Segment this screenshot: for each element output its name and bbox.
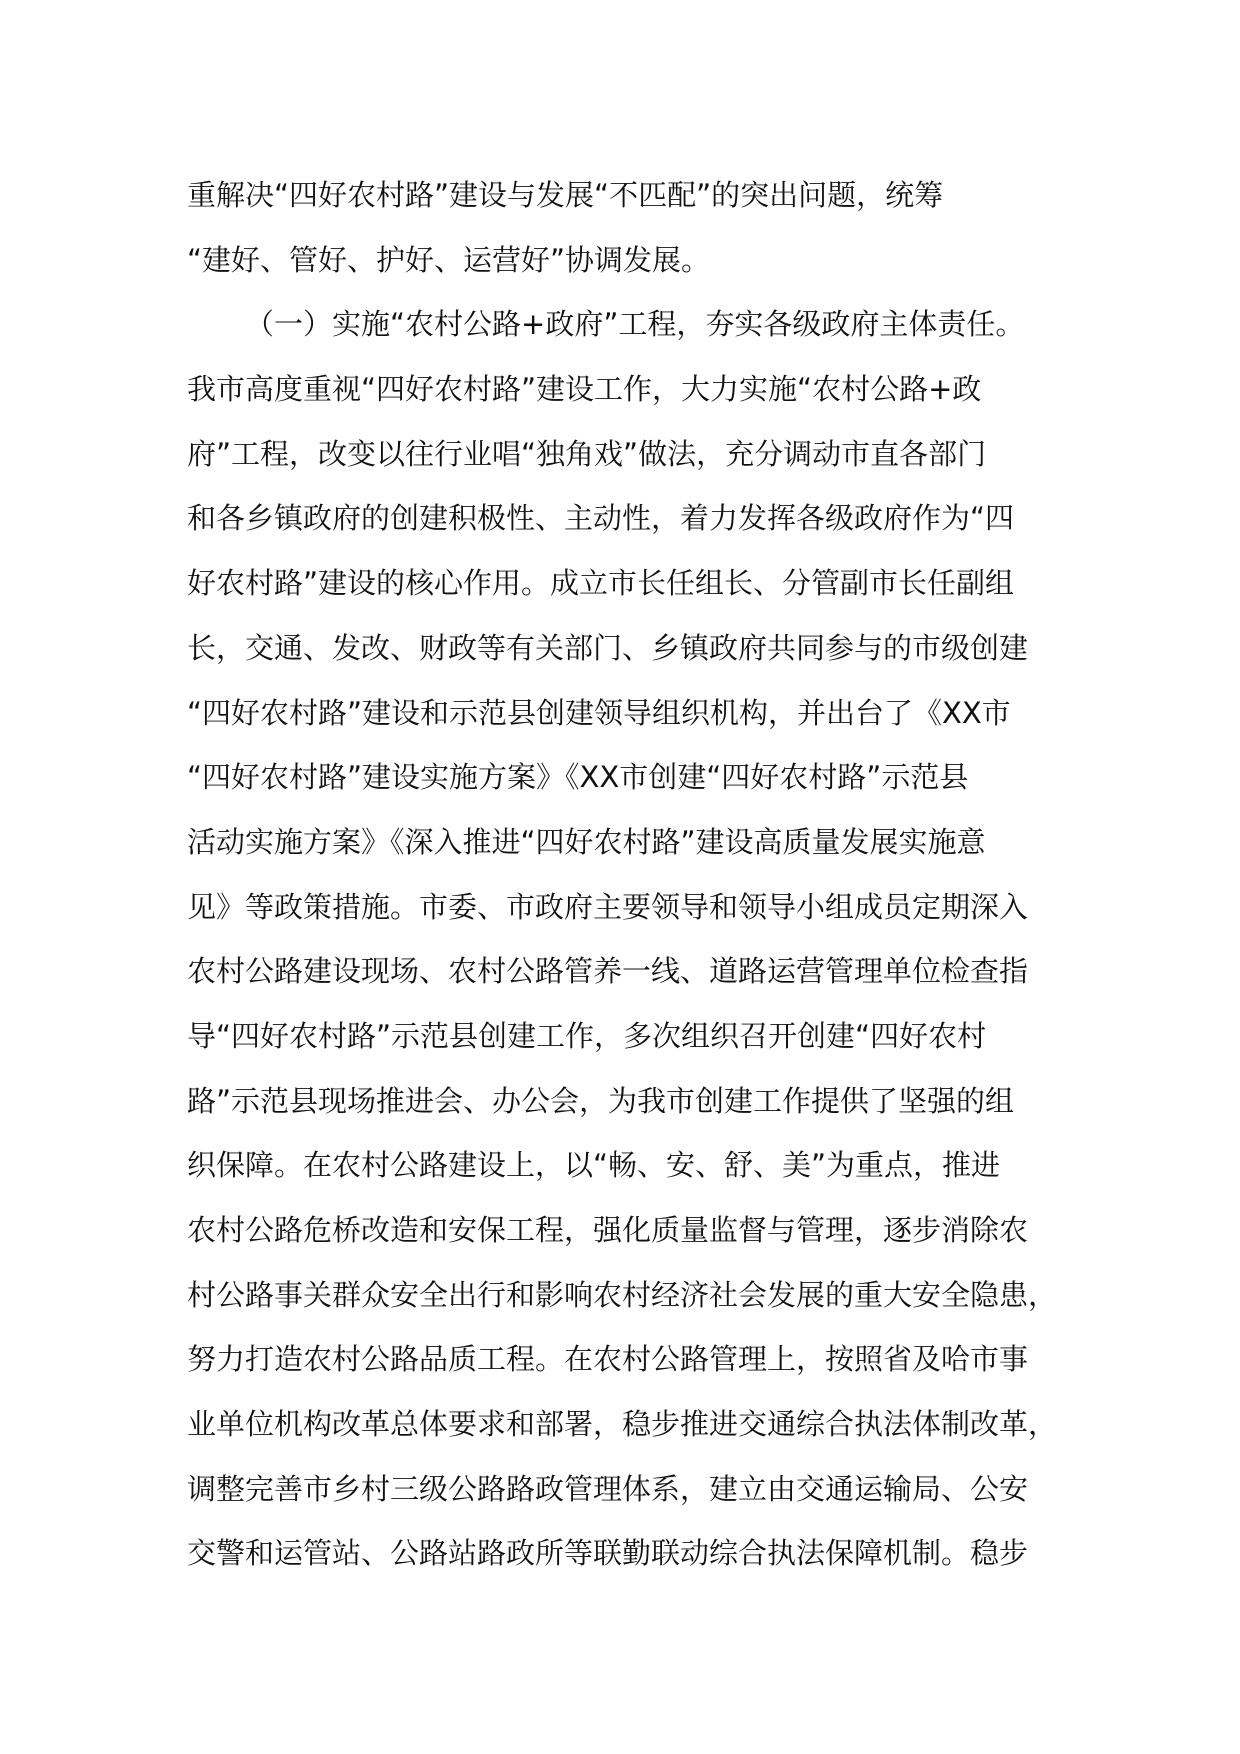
text-line: 府”工程，改变以往行业唱“独角戏”做法，充分调动市直各部门 xyxy=(187,436,987,471)
text-line: 我市高度重视“四好农村路”建设工作，大力实施“农村公路+政 xyxy=(187,372,982,407)
text-line: 见》等政策措施。市委、市政府主要领导和领导小组成员定期深入 xyxy=(187,889,1029,924)
text-line: “建好、管好、护好、运营好”协调发展。 xyxy=(187,242,711,277)
text-line: 交警和运管站、公路站路政所等联勤联动综合执法保障机制。稳步 xyxy=(187,1536,1029,1571)
text-line: 路”示范县现场推进会、办公会，为我市创建工作提供了坚强的组 xyxy=(187,1083,1015,1118)
text-line: 农村公路建设现场、农村公路管养一线、道路运营管理单位检查指 xyxy=(187,954,1029,989)
text-line: 导“四好农村路”示范县创建工作，多次组织召开创建“四好农村 xyxy=(187,1018,987,1053)
text-line: 重解决“四好农村路”建设与发展“不匹配”的突出问题，统筹 xyxy=(187,178,944,212)
text-line: 织保障。在农村公路建设上，以“畅、安、舒、美”为重点，推进 xyxy=(187,1148,1001,1183)
text-line: 农村公路危桥改造和安保工程，强化质量监督与管理，逐步消除农 xyxy=(187,1213,1029,1247)
text-line: 和各乡镇政府的创建积极性、主动性，着力发挥各级政府作为“四 xyxy=(187,501,1015,536)
text-line: 村公路事关群众安全出行和影响农村经济社会发展的重大安全隐患， xyxy=(187,1277,1058,1312)
body-text xyxy=(187,163,1087,1586)
text-line: 业单位机构改革总体要求和部署，稳步推进交通综合执法体制改革， xyxy=(187,1407,1058,1442)
text-line: 好农村路”建设的核心作用。成立市长任组长、分管副市长任副组 xyxy=(187,566,1015,601)
text-line: 努力打造农村公路品质工程。在农村公路管理上，按照省及哈市事 xyxy=(187,1342,1029,1377)
text-line: “四好农村路”建设和示范县创建领导组织机构，并出台了《XX市 xyxy=(187,695,1011,730)
text-line: “四好农村路”建设实施方案》《XX市创建“四好农村路”示范县 xyxy=(187,760,969,795)
text-line: 调整完善市乡村三级公路路政管理体系，建立由交通运输局、公安 xyxy=(187,1471,1029,1506)
text-line: 长，交通、发改、财政等有关部门、乡镇政府共同参与的市级创建 xyxy=(187,630,1029,665)
text-line: 活动实施方案》《深入推进“四好农村路”建设高质量发展实施意 xyxy=(187,824,986,859)
section-heading: （一）实施“农村公路+政府”工程，夯实各级政府主体责任。 xyxy=(245,307,1025,342)
